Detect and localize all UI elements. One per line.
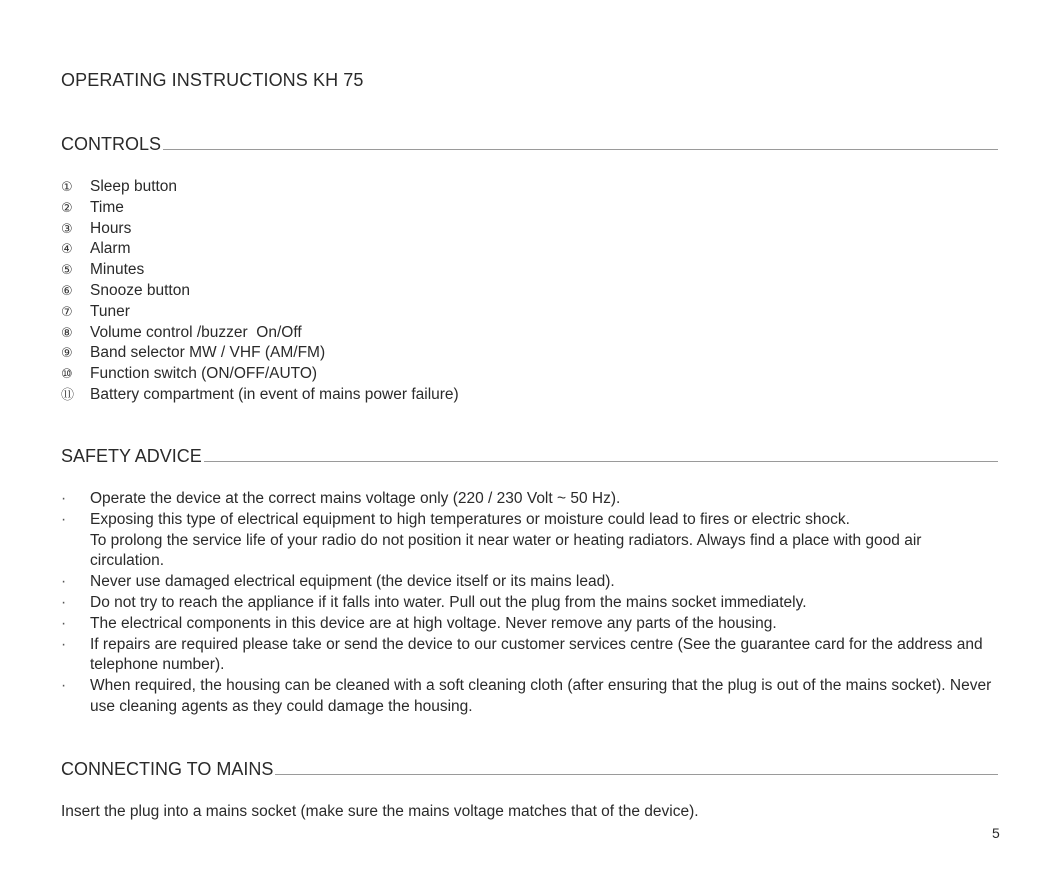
list-item	[61, 572, 1001, 593]
item-label: Function switch (ON/OFF/AUTO)	[90, 365, 318, 383]
controls-heading-rule	[163, 149, 998, 150]
safety-heading-text: SAFETY ADVICE	[61, 446, 202, 466]
list-item	[61, 531, 1001, 573]
item-number: ⑧	[61, 324, 73, 340]
bullet-mark: ·	[61, 510, 67, 528]
list-item	[61, 676, 1001, 718]
item-label: Hours	[90, 219, 132, 237]
list-item	[61, 385, 459, 406]
item-label: Alarm	[90, 240, 131, 258]
list-item	[61, 219, 459, 240]
item-label: Tuner	[90, 302, 130, 320]
bullet-mark: ·	[61, 593, 67, 611]
item-number: ④	[61, 241, 73, 257]
list-item	[61, 510, 1001, 531]
mains-paragraph: Insert the plug into a mains socket (make sure the mains voltage matches that of the device).	[61, 803, 699, 820]
item-number: ⑥	[61, 282, 73, 298]
list-item	[61, 239, 459, 260]
list-item	[61, 323, 459, 344]
page-number: 5	[992, 825, 1000, 841]
list-item	[61, 260, 459, 281]
bullet-mark: ·	[61, 614, 67, 632]
controls-heading-text: CONTROLS	[61, 134, 162, 154]
list-item	[61, 198, 459, 219]
item-number: ⑤	[61, 262, 73, 278]
item-number: ③	[61, 220, 73, 236]
item-number: ⑦	[61, 303, 73, 319]
item-number: ①	[61, 179, 73, 194]
item-label: Band selector MW / VHF (AM/FM)	[90, 344, 326, 362]
mains-heading-text: CONNECTING TO MAINS	[61, 759, 274, 779]
item-text: If repairs are required please take or send the device to our customer services centre (See the guarantee card for the address and telephone number).	[90, 635, 983, 674]
item-label: Minutes	[90, 261, 145, 279]
item-number: ②	[61, 199, 73, 215]
bullet-mark: ·	[61, 490, 67, 507]
item-text: Exposing this type of electrical equipment to high temperatures or moisture could lead to fires or electric shock.	[90, 510, 850, 528]
bullet-mark: ·	[61, 635, 67, 653]
item-text: Operate the device at the correct mains voltage only (220 / 230 Volt ~ 50 Hz).	[90, 490, 621, 507]
item-label: Sleep button	[90, 178, 178, 195]
list-item	[61, 593, 1001, 614]
item-text: Never use damaged electrical equipment (the device itself or its mains lead).	[90, 573, 615, 591]
page-title: OPERATING INSTRUCTIONS KH 75	[61, 70, 364, 90]
controls-list	[61, 177, 459, 406]
item-label: Snooze button	[90, 281, 190, 299]
list-item	[61, 343, 459, 364]
item-text: When required, the housing can be cleaned with a soft cleaning cloth (after ensuring that the plug is out of the mains socket). Never use cleaning agents as they could damage the housing.	[90, 677, 992, 715]
safety-heading	[61, 445, 998, 467]
item-number: ⑩	[61, 366, 73, 382]
list-item	[61, 302, 459, 323]
list-item	[61, 635, 1001, 677]
item-number: ⑨	[61, 345, 73, 361]
safety-heading-rule	[204, 461, 998, 462]
controls-heading	[61, 133, 998, 155]
list-item	[61, 281, 459, 302]
item-text: The electrical components in this device are at high voltage. Never remove any parts of the housing.	[90, 614, 777, 632]
item-number: ⑪	[61, 386, 75, 402]
item-label: Battery compartment (in event of mains power failure)	[90, 385, 459, 403]
list-item	[61, 614, 1001, 635]
mains-heading	[61, 758, 998, 780]
bullet-mark: ·	[61, 573, 67, 591]
item-label: Time	[90, 198, 124, 216]
list-item	[61, 489, 1001, 510]
list-item	[61, 177, 459, 198]
item-label: Volume control /buzzer On/Off	[90, 323, 302, 341]
safety-list	[61, 489, 1001, 718]
item-text: Do not try to reach the appliance if it falls into water. Pull out the plug from the mains socket immediately.	[90, 593, 807, 611]
list-item	[61, 364, 459, 385]
mains-heading-rule	[275, 774, 998, 775]
item-text: To prolong the service life of your radio do not position it near water or heating radiators. Always find a place with good air circulation.	[90, 531, 922, 570]
bullet-mark: ·	[61, 677, 67, 695]
